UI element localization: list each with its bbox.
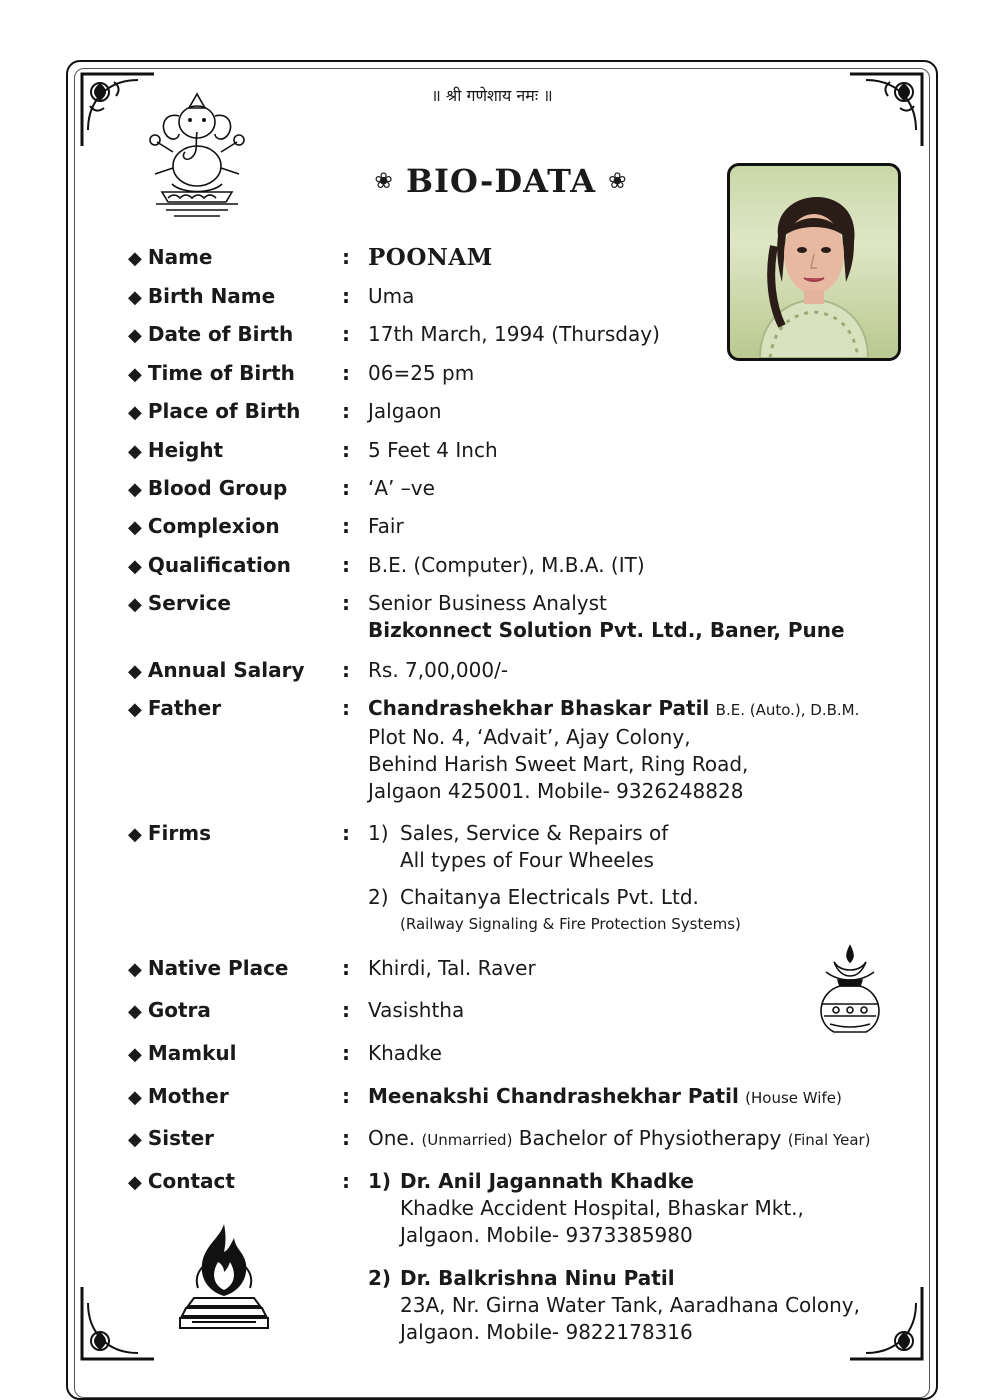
dob-label: ◆ Date of Birth	[128, 321, 293, 349]
contact-item	[368, 1168, 860, 1195]
firm-text: (Railway Signaling & Fire Protection Systems)	[400, 915, 741, 933]
separator: :	[342, 1041, 350, 1065]
service-value	[368, 590, 845, 644]
blood-group-value: ‘A’ –ve	[368, 476, 435, 500]
firm-text: Sales, Service & Repairs of	[400, 821, 669, 845]
contact-address-line: 23A, Nr. Girna Water Tank, Aaradhana Colony,	[400, 1293, 860, 1317]
father-name: Chandrashekhar Bhaskar Patil	[368, 696, 710, 720]
name-label: ◆ Name	[128, 244, 212, 272]
separator: :	[342, 438, 350, 462]
firm-number: 1)	[368, 821, 389, 845]
gotra-label: ◆ Gotra	[128, 997, 211, 1025]
complexion-value: Fair	[368, 514, 404, 538]
profile-photo	[727, 163, 901, 361]
separator: :	[342, 956, 350, 980]
mother-note: (House Wife)	[745, 1089, 842, 1107]
separator: :	[342, 658, 350, 682]
native-place-label: ◆ Native Place	[128, 955, 289, 983]
sister-status: (Unmarried)	[421, 1131, 513, 1149]
birth-name-value: Uma	[368, 284, 415, 308]
mother-name: Meenakshi Chandrashekhar Patil	[368, 1084, 739, 1108]
contact-address-line: Khadke Accident Hospital, Bhaskar Mkt.,	[400, 1196, 804, 1220]
flower-icon: ❀	[374, 169, 394, 194]
father-degrees: B.E. (Auto.), D.B.M.	[715, 701, 860, 719]
title-text: BIO-DATA	[405, 162, 597, 200]
firms-value	[368, 820, 741, 938]
service-company: Bizkonnect Solution Pvt. Ltd., Baner, Pune	[368, 618, 845, 642]
firm-text: Chaitanya Electricals Pvt. Ltd.	[400, 885, 699, 909]
separator: :	[342, 553, 350, 577]
havan-fire-icon	[178, 1222, 270, 1332]
dob-value: 17th March, 1994 (Thursday)	[368, 322, 660, 346]
father-address-line: Behind Harish Sweet Mart, Ring Road,	[368, 752, 749, 776]
separator: :	[342, 361, 350, 385]
separator: :	[342, 476, 350, 500]
father-address-line: Plot No. 4, ‘Advait’, Ajay Colony,	[368, 725, 691, 749]
sister-value	[368, 1125, 871, 1154]
pob-label: ◆ Place of Birth	[128, 398, 300, 426]
father-value	[368, 695, 859, 805]
page-title	[356, 162, 646, 200]
contact-address-line: Jalgaon. Mobile- 9373385980	[400, 1223, 693, 1247]
separator: :	[342, 1169, 350, 1193]
firms-label: ◆ Firms	[128, 820, 211, 848]
gotra-value: Vasishtha	[368, 998, 465, 1022]
separator: :	[342, 245, 350, 269]
height-label: ◆ Height	[128, 437, 223, 465]
service-label: ◆ Service	[128, 590, 231, 618]
firm-item	[368, 884, 741, 911]
sister-education: Bachelor of Physiotherapy	[518, 1126, 782, 1150]
separator: :	[342, 696, 350, 720]
corner-ornament-icon	[846, 70, 926, 150]
flower-icon: ❀	[608, 169, 628, 194]
contact-item	[368, 1265, 860, 1292]
sister-year: (Final Year)	[787, 1131, 871, 1149]
corner-ornament-icon	[78, 1283, 158, 1363]
mother-value	[368, 1083, 842, 1112]
name-value: POONAM	[368, 244, 493, 271]
portrait-image	[730, 166, 898, 358]
height-value: 5 Feet 4 Inch	[368, 438, 498, 462]
separator: :	[342, 591, 350, 615]
firm-text: All types of Four Wheeles	[400, 848, 654, 872]
contact-number: 2)	[368, 1266, 392, 1290]
father-address-line: Jalgaon 425001. Mobile- 9326248828	[368, 779, 744, 803]
firm-item	[368, 820, 741, 847]
kalash-icon	[812, 944, 888, 1038]
complexion-label: ◆ Complexion	[128, 513, 280, 541]
separator: :	[342, 284, 350, 308]
father-label: ◆ Father	[128, 695, 221, 723]
separator: :	[342, 514, 350, 538]
separator: :	[342, 322, 350, 346]
sister-label: ◆ Sister	[128, 1125, 214, 1153]
invocation-text: ॥ श्री गणेशाय नमः ॥	[431, 86, 553, 105]
ganesha-icon	[138, 88, 256, 224]
salary-label: ◆ Annual Salary	[128, 657, 305, 685]
pob-value: Jalgaon	[368, 399, 442, 423]
sister-count: One.	[368, 1126, 416, 1150]
qualification-value: B.E. (Computer), M.B.A. (IT)	[368, 553, 645, 577]
birth-name-label: ◆ Birth Name	[128, 283, 275, 311]
separator: :	[342, 399, 350, 423]
blood-group-label: ◆ Blood Group	[128, 475, 287, 503]
contact-label: ◆ Contact	[128, 1168, 235, 1196]
qualification-label: ◆ Qualification	[128, 552, 291, 580]
contact-value	[368, 1168, 860, 1346]
contact-name: Dr. Anil Jagannath Khadke	[400, 1169, 694, 1193]
service-title: Senior Business Analyst	[368, 591, 607, 615]
salary-value: Rs. 7,00,000/-	[368, 658, 509, 682]
native-place-value: Khirdi, Tal. Raver	[368, 956, 536, 980]
separator: :	[342, 1084, 350, 1108]
tob-label: ◆ Time of Birth	[128, 360, 295, 388]
mamkul-value: Khadke	[368, 1041, 442, 1065]
tob-value: 06=25 pm	[368, 361, 475, 385]
mamkul-label: ◆ Mamkul	[128, 1040, 236, 1068]
contact-name: Dr. Balkrishna Ninu Patil	[400, 1266, 675, 1290]
contact-number: 1)	[368, 1169, 392, 1193]
separator: :	[342, 1126, 350, 1150]
firm-number: 2)	[368, 885, 389, 909]
mother-label: ◆ Mother	[128, 1083, 229, 1111]
contact-address-line: Jalgaon. Mobile- 9822178316	[400, 1320, 693, 1344]
separator: :	[342, 821, 350, 845]
separator: :	[342, 998, 350, 1022]
